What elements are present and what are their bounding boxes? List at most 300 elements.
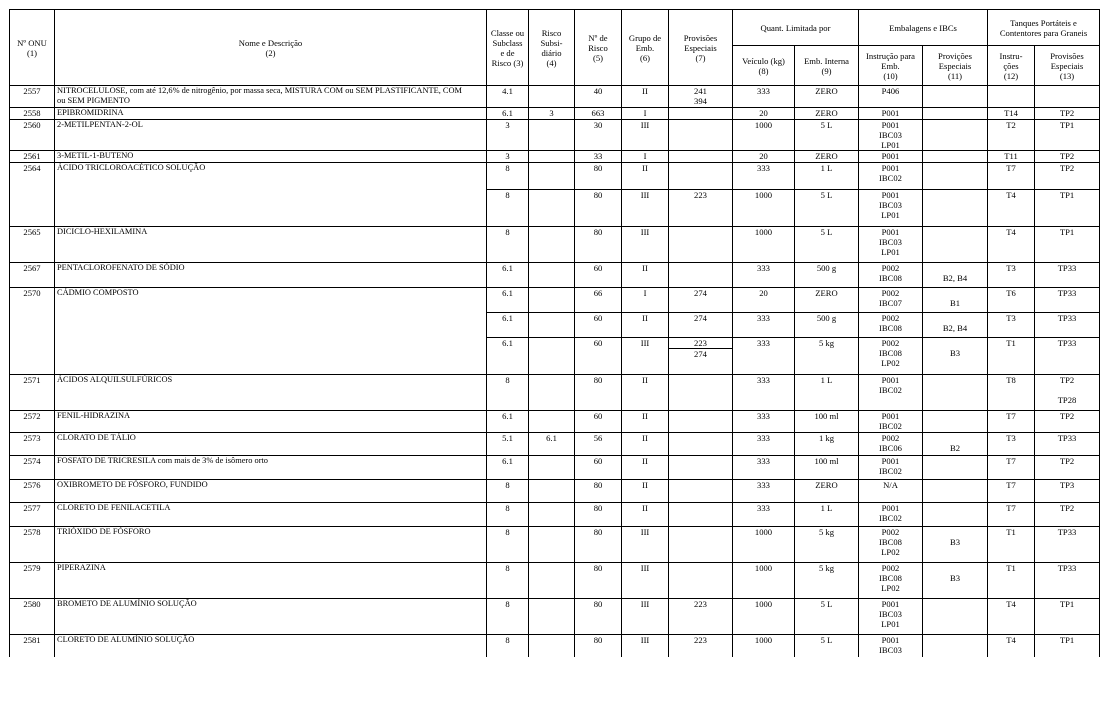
cell-tank-instruction: T7	[988, 456, 1035, 480]
cell-tank-provisions: TP33	[1035, 563, 1100, 599]
cell-name: PIPERAZINA	[55, 563, 487, 599]
cell-packing-instruction: P002 IBC08	[859, 313, 923, 338]
cell-risk-number: 60	[575, 338, 622, 375]
cell-name: NITROCELULOSE, com até 12,6% de nitrogênio, por massa seca, MISTURA COM ou SEM PLASTIFICANTE, COM ou SEM PIGMENTO	[55, 86, 487, 108]
cell-class: 6.1	[487, 288, 529, 313]
cell-tank-instruction: T1	[988, 338, 1035, 375]
cell-subsidiary-risk	[529, 635, 575, 657]
cell-special-provisions	[669, 120, 733, 151]
cell-inner-packaging: 5 L	[795, 227, 859, 263]
cell-packing-group: I	[622, 108, 669, 120]
dangerous-goods-table	[9, 9, 1100, 657]
cell-vehicle-qty: 333	[733, 263, 795, 288]
cell-special-provisions	[669, 527, 733, 563]
cell-packing-instruction: P002 IBC08 LP02	[859, 527, 923, 563]
cell-subsidiary-risk	[529, 599, 575, 635]
cell-tank-provisions: TP2	[1035, 456, 1100, 480]
cell-vehicle-qty: 333	[733, 433, 795, 456]
cell-class: 6.1	[487, 411, 529, 433]
cell-inner-packaging: ZERO	[795, 86, 859, 108]
cell-special-provisions	[669, 480, 733, 503]
cell-special-provisions: 223	[669, 599, 733, 635]
cell-name: 3-METIL-1-BUTENO	[55, 151, 487, 163]
table-row	[10, 480, 1100, 503]
cell-vehicle-qty: 333	[733, 503, 795, 527]
cell-packing-group: III	[622, 338, 669, 375]
cell-special-provisions: 223	[669, 190, 733, 227]
document-page	[9, 9, 1099, 657]
cell-tank-instruction	[988, 86, 1035, 108]
cell-special-provisions	[669, 503, 733, 527]
cell-class: 6.1	[487, 313, 529, 338]
cell-risk-number: 80	[575, 375, 622, 411]
table-row	[10, 86, 1100, 108]
cell-packing-instruction: P002 IBC06	[859, 433, 923, 456]
cell-risk-number: 663	[575, 108, 622, 120]
table-row	[10, 227, 1100, 263]
cell-name: CLORETO DE ALUMÍNIO SOLUÇÃO	[55, 635, 487, 657]
cell-packing-provisions	[923, 227, 988, 263]
cell-packing-provisions: B3	[923, 563, 988, 599]
cell-risk-number: 66	[575, 288, 622, 313]
cell-vehicle-qty: 1000	[733, 120, 795, 151]
cell-packing-instruction: P002 IBC08 LP02	[859, 563, 923, 599]
cell-class: 3	[487, 151, 529, 163]
cell-packing-group: III	[622, 190, 669, 227]
cell-packing-provisions	[923, 86, 988, 108]
cell-onu: 2573	[10, 433, 55, 456]
cell-onu: 2564	[10, 163, 55, 190]
cell-packing-instruction: P001 IBC02	[859, 411, 923, 433]
cell-vehicle-qty: 20	[733, 151, 795, 163]
table-row	[10, 411, 1100, 433]
cell-packing-group: I	[622, 151, 669, 163]
cell-packing-group: II	[622, 163, 669, 190]
cell-packing-instruction: P001 IBC02	[859, 375, 923, 411]
cell-risk-number: 80	[575, 190, 622, 227]
header-risk-number: Nº de Risco (5)	[575, 10, 622, 86]
cell-risk-number: 80	[575, 599, 622, 635]
cell-inner-packaging: 5 kg	[795, 527, 859, 563]
cell-inner-packaging: ZERO	[795, 151, 859, 163]
table-row	[10, 599, 1100, 635]
cell-subsidiary-risk: 3	[529, 108, 575, 120]
header-vehicle: Veículo (kg) (8)	[733, 46, 795, 86]
cell-tank-provisions: TP1	[1035, 635, 1100, 657]
cell-vehicle-qty: 1000	[733, 563, 795, 599]
cell-special-provisions: 241 394	[669, 86, 733, 108]
cell-vehicle-qty: 20	[733, 288, 795, 313]
cell-class: 6.1	[487, 456, 529, 480]
cell-packing-instruction: P001	[859, 108, 923, 120]
cell-risk-number: 80	[575, 635, 622, 657]
cell-tank-provisions: TP2 TP28	[1035, 375, 1100, 411]
cell-risk-number: 60	[575, 411, 622, 433]
table-row	[10, 190, 1100, 227]
cell-class: 5.1	[487, 433, 529, 456]
cell-inner-packaging: 100 ml	[795, 411, 859, 433]
cell-subsidiary-risk	[529, 288, 575, 313]
cell-risk-number: 80	[575, 480, 622, 503]
cell-vehicle-qty: 333	[733, 456, 795, 480]
cell-packing-group: II	[622, 263, 669, 288]
cell-onu	[10, 313, 55, 338]
cell-risk-number: 80	[575, 527, 622, 563]
cell-packing-instruction: P001 IBC03	[859, 635, 923, 657]
cell-tank-provisions: TP33	[1035, 527, 1100, 563]
cell-tank-instruction: T7	[988, 503, 1035, 527]
cell-tank-provisions: TP33	[1035, 263, 1100, 288]
header-tanks: Tanques Portáteis e Contentores para Graneis	[988, 10, 1100, 46]
cell-inner-packaging: 5 kg	[795, 338, 859, 375]
cell-inner-packaging: 1 L	[795, 503, 859, 527]
cell-inner-packaging: 1 kg	[795, 433, 859, 456]
cell-packing-group: II	[622, 456, 669, 480]
cell-packing-provisions: B2, B4	[923, 313, 988, 338]
cell-special-provisions	[669, 563, 733, 599]
cell-name: CLORATO DE TÁLIO	[55, 433, 487, 456]
cell-packing-group: I	[622, 288, 669, 313]
cell-packing-instruction: P001 IBC02	[859, 163, 923, 190]
cell-packing-instruction: P002 IBC08 LP02	[859, 338, 923, 375]
header-special-provisions: Provisões Especiais (7)	[669, 10, 733, 86]
header-inner-packaging: Emb. Interna (9)	[795, 46, 859, 86]
cell-vehicle-qty: 333	[733, 375, 795, 411]
cell-inner-packaging: 5 kg	[795, 563, 859, 599]
cell-class: 8	[487, 635, 529, 657]
cell-packing-provisions	[923, 108, 988, 120]
cell-name: CLORETO DE FENILACETILA	[55, 503, 487, 527]
cell-tank-provisions: TP2	[1035, 108, 1100, 120]
cell-packing-instruction: N/A	[859, 480, 923, 503]
cell-subsidiary-risk	[529, 456, 575, 480]
cell-inner-packaging: 500 g	[795, 263, 859, 288]
cell-subsidiary-risk	[529, 411, 575, 433]
cell-tank-provisions: TP33	[1035, 338, 1100, 375]
cell-tank-instruction: T4	[988, 635, 1035, 657]
cell-tank-provisions: TP3	[1035, 480, 1100, 503]
cell-vehicle-qty: 1000	[733, 635, 795, 657]
cell-packing-group: II	[622, 375, 669, 411]
cell-special-provisions	[669, 163, 733, 190]
cell-packing-instruction: P001 IBC03 LP01	[859, 120, 923, 151]
cell-vehicle-qty: 1000	[733, 527, 795, 563]
cell-tank-instruction: T3	[988, 313, 1035, 338]
cell-onu	[10, 190, 55, 227]
cell-special-provisions	[669, 151, 733, 163]
cell-name	[55, 313, 487, 338]
cell-tank-instruction: T11	[988, 151, 1035, 163]
cell-tank-instruction: T4	[988, 190, 1035, 227]
cell-class: 8	[487, 375, 529, 411]
cell-inner-packaging: 5 L	[795, 190, 859, 227]
cell-vehicle-qty: 333	[733, 313, 795, 338]
cell-class: 8	[487, 503, 529, 527]
cell-name: BROMETO DE ALUMÍNIO SOLUÇÃO	[55, 599, 487, 635]
cell-class: 8	[487, 527, 529, 563]
cell-tank-provisions: TP33	[1035, 433, 1100, 456]
cell-risk-number: 56	[575, 433, 622, 456]
cell-subsidiary-risk	[529, 263, 575, 288]
cell-tank-instruction: T1	[988, 563, 1035, 599]
cell-name: EPIBROMIDRINA	[55, 108, 487, 120]
cell-packing-group: III	[622, 527, 669, 563]
cell-packing-provisions	[923, 163, 988, 190]
cell-onu: 2579	[10, 563, 55, 599]
cell-packing-provisions: B2, B4	[923, 263, 988, 288]
cell-packing-instruction: P001 IBC02	[859, 503, 923, 527]
cell-subsidiary-risk	[529, 480, 575, 503]
cell-class: 6.1	[487, 338, 529, 375]
table-row	[10, 635, 1100, 657]
cell-special-provisions	[669, 411, 733, 433]
cell-packing-provisions	[923, 120, 988, 151]
cell-tank-provisions: TP1	[1035, 599, 1100, 635]
cell-packing-provisions	[923, 599, 988, 635]
header-packaging-ibcs: Embalagens e IBCs	[859, 10, 988, 46]
cell-onu: 2571	[10, 375, 55, 411]
cell-inner-packaging: 5 L	[795, 120, 859, 151]
cell-onu: 2560	[10, 120, 55, 151]
cell-subsidiary-risk	[529, 120, 575, 151]
cell-packing-provisions: B3	[923, 527, 988, 563]
cell-special-provisions	[669, 433, 733, 456]
cell-subsidiary-risk: 6.1	[529, 433, 575, 456]
cell-inner-packaging: 5 L	[795, 635, 859, 657]
cell-vehicle-qty: 1000	[733, 227, 795, 263]
cell-vehicle-qty: 1000	[733, 599, 795, 635]
cell-name: OXIBROMETO DE FÓSFORO, FUNDIDO	[55, 480, 487, 503]
cell-name: DICICLO-HEXILAMINA	[55, 227, 487, 263]
cell-packing-group: III	[622, 635, 669, 657]
cell-tank-provisions: TP2	[1035, 411, 1100, 433]
cell-packing-instruction: P001 IBC03 LP01	[859, 190, 923, 227]
cell-inner-packaging: ZERO	[795, 288, 859, 313]
cell-subsidiary-risk	[529, 375, 575, 411]
cell-tank-provisions: TP2	[1035, 163, 1100, 190]
cell-subsidiary-risk	[529, 227, 575, 263]
cell-special-provisions: 223 274	[669, 338, 733, 375]
cell-tank-instruction: T3	[988, 433, 1035, 456]
cell-name: PENTACLOROFENATO DE SÓDIO	[55, 263, 487, 288]
cell-vehicle-qty: 333	[733, 163, 795, 190]
cell-name	[55, 190, 487, 227]
cell-inner-packaging: 100 ml	[795, 456, 859, 480]
cell-class: 3	[487, 120, 529, 151]
cell-subsidiary-risk	[529, 190, 575, 227]
table-row	[10, 120, 1100, 151]
cell-name: FENIL-HIDRAZINA	[55, 411, 487, 433]
cell-risk-number: 30	[575, 120, 622, 151]
cell-class: 8	[487, 227, 529, 263]
cell-special-provisions	[669, 227, 733, 263]
cell-tank-instruction: T2	[988, 120, 1035, 151]
cell-name: ÁCIDOS ALQUILSULFÚRICOS	[55, 375, 487, 411]
cell-risk-number: 60	[575, 263, 622, 288]
table-row	[10, 313, 1100, 338]
header-subsidiary-risk: Risco Subsi- diário (4)	[529, 10, 575, 86]
cell-onu: 2580	[10, 599, 55, 635]
cell-name	[55, 338, 487, 375]
cell-onu: 2581	[10, 635, 55, 657]
cell-packing-instruction: P001 IBC03 LP01	[859, 227, 923, 263]
table-row	[10, 288, 1100, 313]
cell-onu	[10, 338, 55, 375]
cell-packing-provisions	[923, 411, 988, 433]
header-onu: Nº ONU (1)	[10, 10, 55, 86]
cell-packing-instruction: P001 IBC03 LP01	[859, 599, 923, 635]
cell-tank-instruction: T7	[988, 480, 1035, 503]
cell-packing-provisions	[923, 375, 988, 411]
cell-onu: 2558	[10, 108, 55, 120]
cell-tank-provisions: TP33	[1035, 288, 1100, 313]
table-row	[10, 503, 1100, 527]
cell-vehicle-qty: 333	[733, 338, 795, 375]
cell-tank-provisions: TP33	[1035, 313, 1100, 338]
cell-name: TRIÓXIDO DE FÓSFORO	[55, 527, 487, 563]
cell-packing-group: III	[622, 227, 669, 263]
cell-special-provisions	[669, 375, 733, 411]
cell-tank-provisions: TP1	[1035, 120, 1100, 151]
cell-packing-group: III	[622, 599, 669, 635]
cell-subsidiary-risk	[529, 86, 575, 108]
cell-onu: 2578	[10, 527, 55, 563]
cell-inner-packaging: 1 L	[795, 375, 859, 411]
cell-special-provisions	[669, 456, 733, 480]
cell-tank-instruction: T14	[988, 108, 1035, 120]
cell-packing-instruction: P001 IBC02	[859, 456, 923, 480]
cell-packing-provisions	[923, 456, 988, 480]
cell-risk-number: 80	[575, 163, 622, 190]
cell-onu: 2577	[10, 503, 55, 527]
cell-risk-number: 40	[575, 86, 622, 108]
cell-packing-group: II	[622, 480, 669, 503]
table-row	[10, 433, 1100, 456]
cell-tank-instruction: T7	[988, 163, 1035, 190]
cell-onu: 2572	[10, 411, 55, 433]
table-row	[10, 456, 1100, 480]
cell-name: 2-METILPENTAN-2-OL	[55, 120, 487, 151]
header-packing-group: Grupo de Emb. (6)	[622, 10, 669, 86]
cell-onu: 2574	[10, 456, 55, 480]
cell-tank-instruction: T8	[988, 375, 1035, 411]
header-tank-instructions: Instru- ções (12)	[988, 46, 1035, 86]
cell-class: 4.1	[487, 86, 529, 108]
header-limited-quantity: Quant. Limitada por	[733, 10, 859, 46]
table-body	[10, 86, 1100, 657]
cell-name: ÁCIDO TRICLOROACÉTICO SOLUÇÃO	[55, 163, 487, 190]
cell-inner-packaging: ZERO	[795, 480, 859, 503]
cell-risk-number: 80	[575, 563, 622, 599]
cell-packing-provisions	[923, 503, 988, 527]
cell-vehicle-qty: 333	[733, 411, 795, 433]
header-name: Nome e Descrição (2)	[55, 10, 487, 86]
cell-packing-provisions	[923, 635, 988, 657]
cell-subsidiary-risk	[529, 313, 575, 338]
cell-risk-number: 60	[575, 456, 622, 480]
cell-subsidiary-risk	[529, 503, 575, 527]
cell-packing-group: III	[622, 563, 669, 599]
cell-packing-group: III	[622, 120, 669, 151]
cell-risk-number: 80	[575, 227, 622, 263]
cell-name: CÁDMIO COMPOSTO	[55, 288, 487, 313]
cell-risk-number: 80	[575, 503, 622, 527]
cell-onu: 2576	[10, 480, 55, 503]
cell-tank-instruction: T7	[988, 411, 1035, 433]
cell-packing-instruction: P406	[859, 86, 923, 108]
cell-tank-provisions	[1035, 86, 1100, 108]
cell-tank-provisions: TP2	[1035, 503, 1100, 527]
cell-vehicle-qty: 20	[733, 108, 795, 120]
table-row	[10, 527, 1100, 563]
cell-packing-provisions	[923, 151, 988, 163]
cell-subsidiary-risk	[529, 151, 575, 163]
table-row	[10, 375, 1100, 411]
cell-special-provisions: 223	[669, 635, 733, 657]
table-header	[10, 10, 1100, 86]
cell-special-provisions: 274	[669, 313, 733, 338]
cell-packing-group: II	[622, 411, 669, 433]
cell-packing-instruction: P001	[859, 151, 923, 163]
cell-special-provisions	[669, 108, 733, 120]
cell-special-provisions	[669, 263, 733, 288]
cell-packing-provisions: B2	[923, 433, 988, 456]
table-row	[10, 108, 1100, 120]
table-row	[10, 338, 1100, 375]
table-row	[10, 563, 1100, 599]
cell-packing-group: II	[622, 503, 669, 527]
cell-subsidiary-risk	[529, 338, 575, 375]
cell-tank-provisions: TP1	[1035, 190, 1100, 227]
cell-class: 8	[487, 163, 529, 190]
cell-class: 8	[487, 563, 529, 599]
cell-class: 6.1	[487, 263, 529, 288]
cell-onu: 2567	[10, 263, 55, 288]
cell-tank-instruction: T4	[988, 227, 1035, 263]
cell-packing-provisions: B3	[923, 338, 988, 375]
cell-packing-provisions	[923, 190, 988, 227]
cell-onu: 2565	[10, 227, 55, 263]
cell-inner-packaging: 500 g	[795, 313, 859, 338]
cell-onu: 2570	[10, 288, 55, 313]
cell-inner-packaging: ZERO	[795, 108, 859, 120]
header-packing-provisions: Provições Especiais (11)	[923, 46, 988, 86]
cell-tank-instruction: T1	[988, 527, 1035, 563]
cell-packing-instruction: P002 IBC07	[859, 288, 923, 313]
cell-packing-instruction: P002 IBC08	[859, 263, 923, 288]
cell-class: 6.1	[487, 108, 529, 120]
cell-subsidiary-risk	[529, 527, 575, 563]
cell-packing-provisions	[923, 480, 988, 503]
cell-tank-instruction: T4	[988, 599, 1035, 635]
table-row	[10, 151, 1100, 163]
cell-packing-provisions: B1	[923, 288, 988, 313]
cell-special-provisions: 274	[669, 288, 733, 313]
header-class: Classe ou Subclass e de Risco (3)	[487, 10, 529, 86]
cell-class: 8	[487, 190, 529, 227]
table-row	[10, 163, 1100, 190]
cell-tank-instruction: T3	[988, 263, 1035, 288]
cell-risk-number: 60	[575, 313, 622, 338]
table-row	[10, 263, 1100, 288]
cell-tank-instruction: T6	[988, 288, 1035, 313]
cell-class: 8	[487, 480, 529, 503]
cell-packing-group: II	[622, 313, 669, 338]
cell-onu: 2561	[10, 151, 55, 163]
cell-subsidiary-risk	[529, 563, 575, 599]
cell-inner-packaging: 5 L	[795, 599, 859, 635]
cell-risk-number: 33	[575, 151, 622, 163]
